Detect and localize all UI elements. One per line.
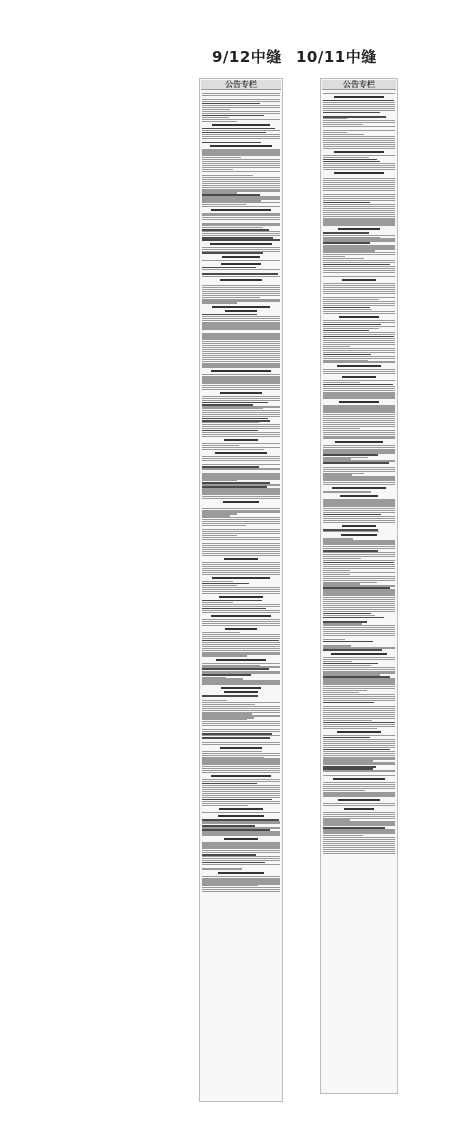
text-line: [211, 775, 271, 777]
text-line: [202, 744, 280, 745]
text-line: [211, 370, 271, 372]
text-line: [337, 731, 380, 733]
text-line: [202, 835, 280, 836]
text-line: [323, 373, 395, 374]
text-line: [202, 239, 280, 240]
text-line: [323, 148, 395, 149]
left-column-text: [200, 91, 282, 894]
text-line: [341, 534, 376, 536]
text-line: [224, 558, 258, 560]
text-line: [210, 243, 271, 245]
text-line: [220, 279, 262, 281]
text-line: [224, 691, 258, 693]
left-heading: 9/12中缝: [212, 48, 282, 66]
text-line: [323, 484, 395, 485]
text-line: [202, 593, 280, 594]
text-line: [202, 436, 280, 437]
text-line: [212, 124, 271, 126]
text-line: [202, 498, 280, 499]
text-line: [339, 316, 378, 318]
text-line: [202, 121, 237, 122]
text-line: [202, 812, 280, 813]
text-line: [323, 361, 395, 362]
text-line: [323, 437, 395, 438]
text-line: [323, 93, 395, 94]
text-line: [224, 838, 258, 840]
text-line: [219, 808, 263, 810]
text-line: [338, 228, 380, 230]
text-line: [344, 808, 374, 810]
text-line: [220, 392, 261, 394]
right-heading: 10/11中缝: [296, 48, 377, 66]
text-line: [337, 365, 381, 367]
text-line: [323, 397, 395, 398]
text-line: [202, 684, 280, 685]
text-line: [202, 805, 248, 806]
text-line: [202, 366, 280, 367]
text-line: [334, 151, 384, 153]
text-line: [323, 276, 395, 277]
right-column-title: 公告专栏: [322, 80, 396, 90]
text-line: [202, 868, 242, 869]
text-line: [338, 799, 380, 801]
text-line: [323, 853, 395, 854]
right-column-text: [321, 91, 397, 856]
text-line: [323, 805, 395, 806]
text-line: [342, 376, 376, 378]
text-line: [334, 96, 383, 98]
text-line: [323, 225, 395, 226]
text-line: [202, 655, 247, 656]
text-line: [202, 612, 280, 613]
text-line: [202, 389, 280, 390]
text-line: [224, 439, 259, 441]
text-line: [323, 491, 371, 492]
text-line: [223, 501, 259, 503]
text-line: [323, 728, 377, 729]
text-line: [210, 145, 272, 147]
text-line: [342, 279, 377, 281]
text-line: [323, 649, 382, 650]
text-line: [225, 628, 257, 630]
text-line: [202, 252, 263, 253]
text-line: [202, 891, 280, 892]
text-line: [332, 487, 386, 489]
text-line: [323, 531, 379, 532]
text-line: [219, 596, 263, 598]
text-line: [212, 306, 269, 308]
text-line: [202, 276, 280, 277]
text-line: [218, 872, 263, 874]
text-line: [323, 169, 395, 170]
left-column-title: 公告专栏: [201, 80, 281, 90]
text-line: [323, 795, 395, 796]
text-line: [216, 659, 265, 661]
text-line: [212, 577, 269, 579]
text-line: [202, 574, 280, 575]
text-line: [342, 525, 377, 527]
text-line: [331, 653, 388, 655]
text-line: [211, 615, 272, 617]
text-line: [202, 449, 264, 450]
text-line: [225, 310, 257, 312]
text-line: [323, 775, 395, 776]
text-line: [202, 206, 280, 207]
text-line: [220, 747, 262, 749]
text-line: [335, 441, 383, 443]
text-line: [215, 452, 268, 454]
text-line: [340, 495, 377, 497]
text-line: [323, 522, 395, 523]
text-line: [202, 772, 280, 773]
text-line: [211, 209, 272, 211]
text-line: [339, 401, 379, 403]
text-line: [323, 313, 395, 314]
left-notice-column: [199, 78, 283, 1102]
text-line: [221, 263, 262, 265]
text-line: [334, 172, 384, 174]
text-line: [218, 815, 264, 817]
text-line: [202, 142, 261, 143]
text-line: [333, 778, 385, 780]
text-line: [202, 260, 280, 261]
text-line: [222, 256, 260, 258]
text-line: [202, 555, 280, 556]
text-line: [202, 625, 280, 626]
text-line: [202, 302, 237, 303]
right-notice-column: [320, 78, 398, 1094]
text-line: [221, 687, 262, 689]
